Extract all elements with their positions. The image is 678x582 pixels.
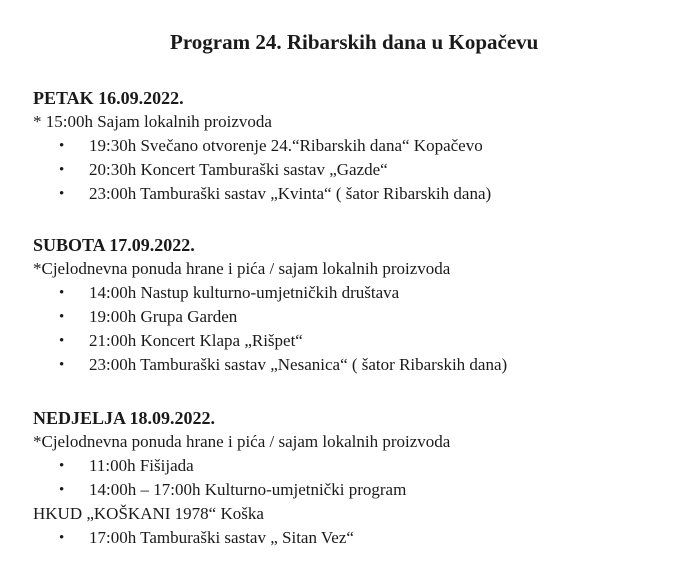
event-text: 14:00h Nastup kulturno-umjetničkih društava	[89, 283, 400, 302]
day-section-sunday	[33, 406, 663, 550]
bullet-icon: •	[59, 458, 65, 474]
event-item	[33, 353, 663, 377]
bullet-icon: •	[59, 162, 65, 178]
event-text: 11:00h Fišijada	[89, 456, 194, 475]
event-item	[33, 478, 663, 502]
day-note: *Cjelodnevna ponuda hrane i pića / sajam lokalnih proizvoda	[33, 432, 451, 451]
event-item	[33, 305, 663, 329]
bullet-icon: •	[59, 530, 65, 546]
day-heading: PETAK 16.09.2022.	[33, 88, 184, 108]
event-text: 23:00h Tamburaški sastav „Kvinta“ ( šator Ribarskih dana)	[89, 184, 492, 203]
bullet-icon: •	[59, 186, 65, 202]
event-list	[33, 134, 663, 206]
event-item	[33, 182, 663, 206]
event-text: 17:00h Tamburaški sastav „ Sitan Vez“	[89, 528, 354, 547]
bullet-icon: •	[59, 309, 65, 325]
event-item	[33, 134, 663, 158]
organizer-line: HKUD „KOŠKANI 1978“ Koška	[33, 504, 264, 523]
event-item	[33, 454, 663, 478]
event-text: 21:00h Koncert Klapa „Rišpet“	[89, 331, 303, 350]
bullet-icon: •	[59, 482, 65, 498]
event-item	[33, 281, 663, 305]
day-heading: NEDJELJA 18.09.2022.	[33, 408, 216, 428]
day-heading: SUBOTA 17.09.2022.	[33, 235, 195, 255]
day-note: *Cjelodnevna ponuda hrane i pića / sajam lokalnih proizvoda	[33, 259, 451, 278]
event-list	[33, 526, 663, 550]
bullet-icon: •	[59, 138, 65, 154]
event-item	[33, 329, 663, 353]
day-section-friday	[33, 86, 663, 206]
event-item	[33, 526, 663, 550]
bullet-icon: •	[59, 333, 65, 349]
document-title: Program 24. Ribarskih dana u Kopačevu	[170, 30, 539, 54]
bullet-icon: •	[59, 357, 65, 373]
bullet-icon: •	[59, 285, 65, 301]
day-section-saturday	[33, 233, 663, 377]
day-note: * 15:00h Sajam lokalnih proizvoda	[33, 112, 272, 131]
event-text: 14:00h – 17:00h Kulturno-umjetnički program	[89, 480, 407, 499]
event-text: 19:30h Svečano otvorenje 24.“Ribarskih dana“ Kopačevo	[89, 136, 483, 155]
event-item	[33, 158, 663, 182]
event-text: 23:00h Tamburaški sastav „Nesanica“ ( šator Ribarskih dana)	[89, 355, 508, 374]
event-text: 19:00h Grupa Garden	[89, 307, 238, 326]
event-list	[33, 454, 663, 502]
event-list	[33, 281, 663, 377]
event-text: 20:30h Koncert Tamburaški sastav „Gazde“	[89, 160, 388, 179]
